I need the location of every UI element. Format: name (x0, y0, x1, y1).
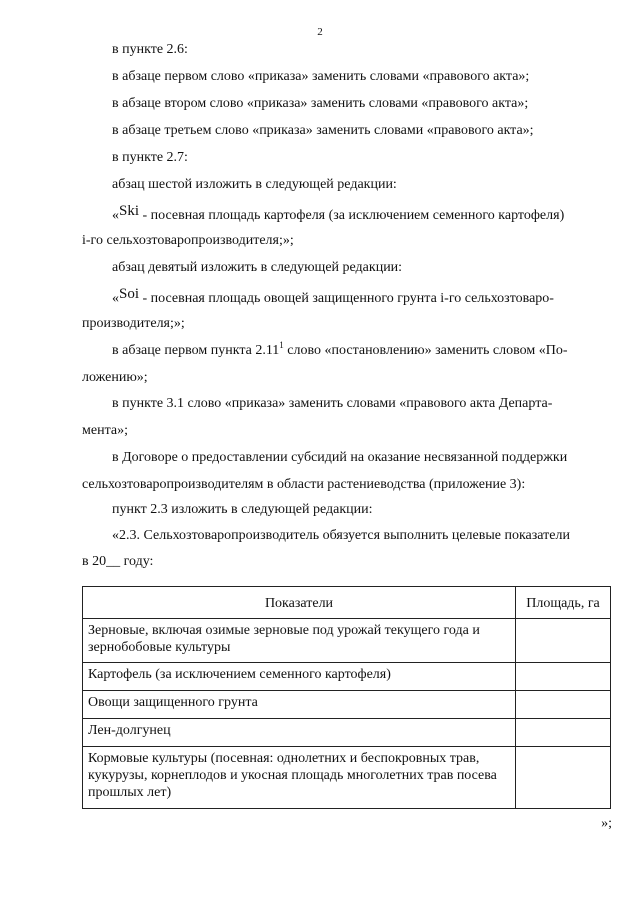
text-line: в абзаце первом слово «приказа» заменить словами «правового акта»; (112, 69, 530, 84)
table-row (83, 663, 611, 691)
text-span: - посевная площадь картофеля (за исключением семенного картофеля) (139, 208, 565, 223)
text-span: в абзаце первом пункта 2.11 (112, 343, 280, 358)
table-row (83, 747, 611, 809)
formula-line-soi (112, 288, 610, 309)
table-cell-area (516, 691, 611, 719)
table-cell: Зерновые, включая озимые зерновые под урожай текущего года и зернобобовые культуры (83, 619, 516, 663)
formula-line-ski (112, 205, 610, 226)
text-line: сельхозтоваропроизводителям в области растениеводства (приложение 3): (82, 477, 526, 492)
column-header: Показатели (83, 587, 516, 619)
text-line: ложению»; (82, 370, 148, 385)
text-line: в Договоре о предоставлении субсидий на оказание несвязанной поддержки (112, 450, 568, 465)
table-cell: Овощи защищенного грунта (83, 691, 516, 719)
table-cell: Картофель (за исключением семенного картофеля) (83, 663, 516, 691)
text-line: в 20__ году: (82, 554, 154, 569)
text-line: в абзаце третьем слово «приказа» заменить словами «правового акта»; (112, 123, 534, 138)
column-header: Площадь, га (516, 587, 611, 619)
text-line: в пункте 3.1 слово «приказа» заменить словами «правового акта Департа- (112, 396, 553, 411)
text-line: в абзаце втором слово «приказа» заменить словами «правового акта»; (112, 96, 529, 111)
text-line: производителя;»; (82, 316, 185, 331)
table-row (83, 619, 611, 663)
table-row (83, 719, 611, 747)
text-line: в пункте 2.7: (112, 150, 188, 165)
text-line (112, 341, 610, 361)
text-span: слово «постановлению» заменить словом «По- (283, 343, 568, 358)
table-cell-area (516, 619, 611, 663)
text-line: «2.3. Сельхозтоваропроизводитель обязуется выполнить целевые показатели (112, 528, 570, 543)
text-line: мента»; (82, 423, 128, 438)
text-line: пункт 2.3 изложить в следующей редакции: (112, 502, 373, 517)
quote-open: « (112, 291, 119, 306)
text-line: абзац девятый изложить в следующей редакции: (112, 260, 403, 275)
symbol-soi: Soi (119, 286, 140, 302)
table-cell-area (516, 663, 611, 691)
symbol-ski: Ski (119, 203, 140, 219)
text-line: в пункте 2.6: (112, 42, 188, 57)
table-header-row (83, 587, 611, 619)
text-line: i-го сельхозтоваропроизводителя;»; (82, 233, 294, 248)
text-line: абзац шестой изложить в следующей редакции: (112, 177, 397, 192)
quote-open: « (112, 208, 119, 223)
table-cell-area (516, 747, 611, 809)
text-span: - посевная площадь овощей защищенного грунта i-го сельхозтоваро- (139, 291, 554, 306)
table-row (83, 691, 611, 719)
page-number: 2 (317, 26, 323, 38)
table-cell-area (516, 719, 611, 747)
closing-quote: »; (601, 816, 612, 831)
superscript: 1 (279, 340, 284, 350)
table-cell: Лен-долгунец (83, 719, 516, 747)
indicators-table (82, 586, 611, 809)
table-cell: Кормовые культуры (посевная: однолетних и беспокровных трав, кукурузы, корнеплодов и укосная площадь многолетних трав посева прошлых лет) (83, 747, 516, 809)
